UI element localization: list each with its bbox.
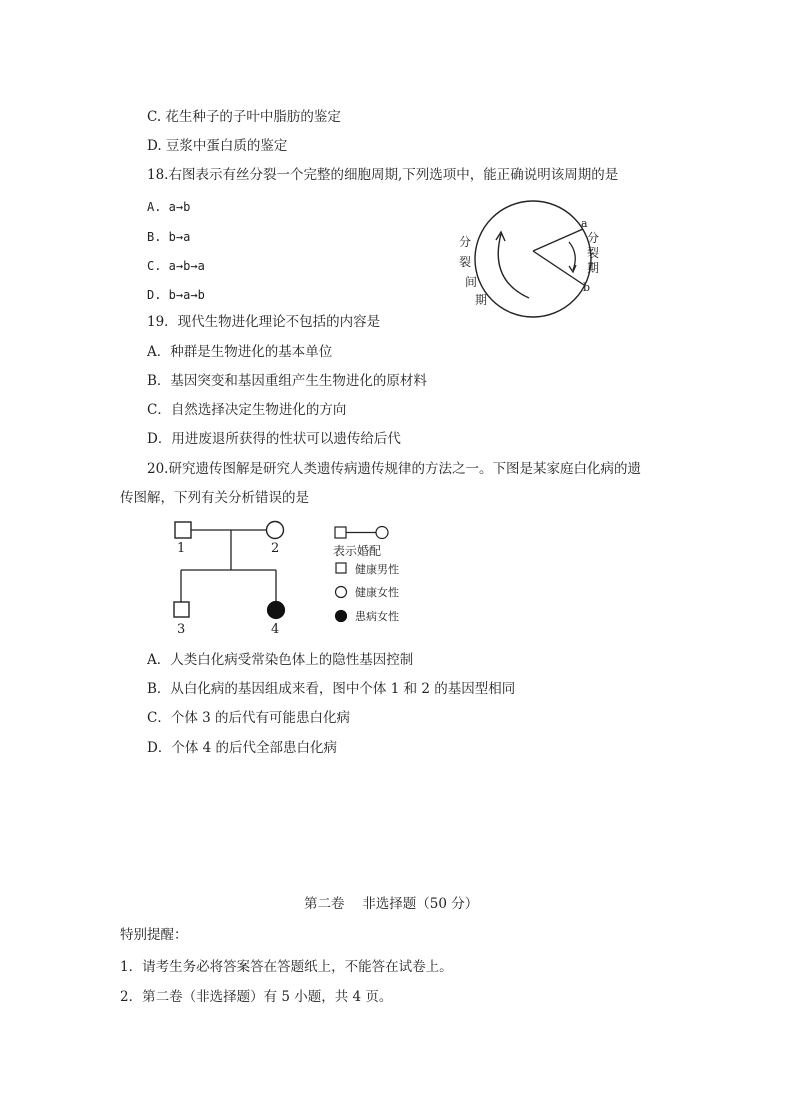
notice-item-1: 1．请考生务必将答案答在答题纸上，不能答在试卷上。 (120, 959, 453, 975)
legend-marriage-circle (376, 527, 388, 539)
q17-option-d: D. 豆浆中蛋白质的鉴定 (147, 138, 288, 154)
label-b: b (583, 281, 591, 294)
q19-option-b: B．基因突变和基因重组产生生物进化的原材料 (147, 373, 427, 389)
division-char-3: 期 (587, 261, 600, 275)
interphase-char-2: 裂 (459, 255, 472, 269)
q19-option-d: D．用进废退所获得的性状可以遗传给后代 (147, 431, 401, 447)
legend-affected-circle (336, 611, 347, 622)
individual-2-female (267, 522, 284, 539)
interphase-char-1: 分 (459, 235, 472, 249)
part2-title: 第二卷 非选择题（50 分） (304, 896, 479, 912)
legend-male-text: 健康男性 (355, 563, 399, 576)
notice-item-2: 2．第二卷（非选择题）有 5 小题，共 4 页。 (120, 989, 393, 1005)
q20-stem-line-1: 20.研究遗传图解是研究人类遗传病遗传规律的方法之一。下图是某家庭白化病的遗 (147, 461, 641, 477)
id-4: 4 (271, 622, 280, 637)
division-arrowhead (569, 265, 576, 272)
legend-affected-text: 患病女性 (355, 610, 399, 623)
id-2: 2 (271, 541, 280, 556)
q18-option-b: B. b→a (147, 230, 191, 244)
id-3: 3 (177, 622, 186, 637)
legend-female-text: 健康女性 (355, 586, 399, 599)
q19-option-c: C．自然选择决定生物进化的方向 (147, 402, 347, 418)
q20-option-b: B．从白化病的基因组成来看，图中个体 1 和 2 的基因型相同 (147, 681, 516, 697)
q17-option-c: C. 花生种子的子叶中脂肪的鉴定 (147, 109, 341, 125)
q18-option-a: A. a→b (147, 200, 191, 214)
individual-1-male (175, 522, 191, 538)
division-arrow (569, 242, 575, 270)
individual-4-affected-female (268, 602, 285, 619)
q20-stem-line-2: 传图解，下列有关分析错误的是 (120, 490, 309, 506)
interphase-char-4: 期 (475, 293, 488, 307)
q20-option-a: A．人类白化病受常染色体上的隐性基因控制 (147, 652, 414, 668)
pedigree-diagram (160, 515, 430, 640)
interphase-char-3: 间 (465, 275, 478, 289)
q19-stem: 19．现代生物进化理论不包括的内容是 (147, 314, 381, 330)
label-a: a (581, 217, 588, 230)
cell-cycle-diagram (455, 196, 615, 326)
q19-option-a: A．种群是生物进化的基本单位 (147, 344, 333, 360)
q20-option-d: D．个体 4 的后代全部患白化病 (147, 740, 337, 756)
radius-to-a (533, 229, 583, 251)
division-char-1: 分 (587, 231, 600, 245)
interphase-arrow (498, 234, 529, 298)
q18-option-d: D. b→a→b (147, 288, 205, 302)
q20-option-c: C．个体 3 的后代有可能患白化病 (147, 710, 351, 726)
radius-to-b (533, 251, 584, 285)
id-1: 1 (177, 541, 186, 556)
cycle-circle (475, 201, 591, 317)
q18-stem: 18.右图表示有丝分裂一个完整的细胞周期,下列选项中，能正确说明该周期的是 (147, 167, 619, 183)
individual-3-male (174, 602, 189, 617)
legend-female-circle (336, 587, 347, 598)
legend-male-square (336, 563, 346, 573)
legend-marriage-square (335, 527, 346, 538)
division-char-2: 裂 (587, 246, 600, 260)
q18-option-c: C. a→b→a (147, 259, 205, 273)
notice-heading: 特别提醒： (120, 927, 188, 943)
legend-marriage-text: 表示婚配 (333, 544, 382, 558)
